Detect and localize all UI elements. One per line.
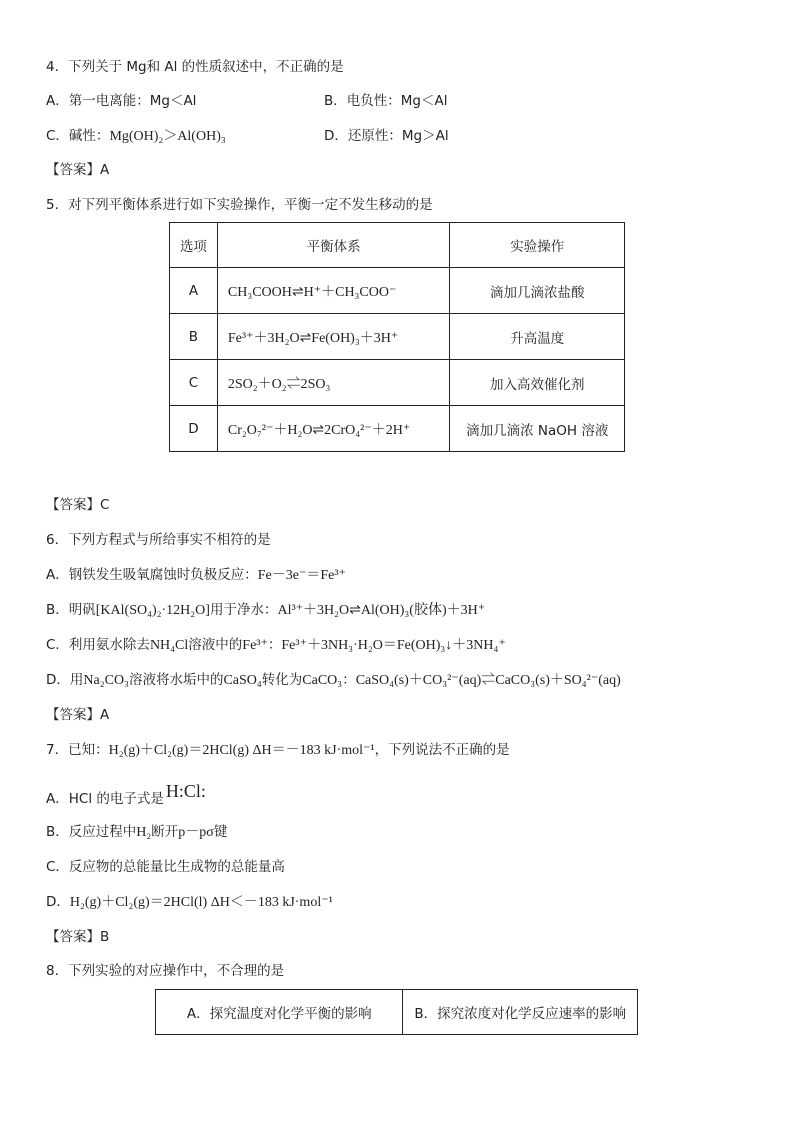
q6-option-d-mid2: 转化为: [261, 672, 303, 688]
q7-option-b-f2: p－pσ: [178, 825, 214, 840]
q4-option-a: A．第一电离能：Mg＜Al: [46, 93, 197, 109]
q6-option-c-mid: 溶液中的: [188, 637, 243, 653]
q7-option-a-text: A．HCl 的电子式是: [46, 791, 164, 807]
q7-option-c: C．反应物的总能量比生成物的总能量高: [46, 859, 285, 875]
q6-option-a: [46, 565, 346, 586]
q6-option-d-f2: CaSO₄: [223, 673, 262, 688]
table-row: [170, 314, 625, 360]
table-row: [170, 268, 625, 314]
q8-cell-a: A．探究温度对化学平衡的影响: [156, 990, 403, 1035]
q6-option-c-f2: Fe³⁺: [242, 638, 268, 653]
q8-table: [155, 989, 638, 1035]
q7-option-b-mid: 断开: [151, 824, 179, 840]
q4-option-c: [46, 126, 226, 147]
row-operation: 滴加几滴浓 NaOH 溶液: [450, 406, 625, 452]
q6-stem: 6．下列方程式与所给事实不相符的是: [46, 532, 271, 548]
q6-option-b-mid: 用于净水：: [209, 602, 278, 618]
q4-option-c-label: C．碱性：: [46, 128, 110, 144]
header-system: 平衡体系: [217, 223, 450, 268]
q5-table: [169, 222, 625, 452]
q6-option-c-f1: NH₄Cl: [149, 638, 189, 653]
q8-stem: 8．下列实验的对应操作中，不合理的是: [46, 963, 285, 979]
q7-option-d-formula: H₂(g)＋Cl₂(g)＝2HCl(l) ΔH＜－183 kJ·mol⁻¹: [69, 895, 333, 910]
q7-option-d: [46, 892, 333, 913]
row-system: CH₃COOH⇌H⁺＋CH₃COO⁻: [217, 268, 450, 314]
q7-stem-suffix: ，下列说法不正确的是: [374, 742, 510, 758]
q7-option-b-f1: H₂: [136, 825, 152, 840]
q5-answer: 【答案】C: [46, 497, 110, 513]
q6-option-d-colon: ：: [342, 672, 356, 688]
q4-option-c-formula: Mg(OH)₂＞Al(OH)₃: [109, 129, 226, 144]
q6-option-c: [46, 635, 506, 656]
q6-option-d-text: D．用: [46, 672, 84, 688]
q4-option-b: B．电负性：Mg＜Al: [324, 93, 448, 109]
q6-option-b: [46, 600, 485, 621]
q5-table-header: [170, 223, 625, 268]
q4-stem: 4．下列关于 Mg和 Al 的性质叙述中，不正确的是: [46, 59, 344, 75]
q6-option-d-f3: CaCO₃: [302, 673, 343, 688]
row-operation: 升高温度: [450, 314, 625, 360]
row-option: D: [170, 406, 218, 452]
q7-option-b: [46, 822, 227, 843]
q6-answer: 【答案】A: [46, 707, 110, 723]
header-operation: 实验操作: [450, 223, 625, 268]
q5-stem: 5．对下列平衡体系进行如下实验操作，平衡一定不发生移动的是: [46, 197, 433, 213]
q6-option-a-text: A．钢铁发生吸氧腐蚀时负极反应：: [46, 567, 258, 583]
q6-option-c-formula: Fe³⁺＋3NH₃·H₂O＝Fe(OH)₃↓＋3NH₄⁺: [281, 638, 506, 653]
q7-option-a: [46, 781, 206, 809]
q6-option-d: [46, 670, 621, 691]
q7-stem-formula: H₂(g)＋Cl₂(g)＝2HCl(g) ΔH＝－183 kJ·mol⁻¹: [108, 743, 375, 758]
q6-option-c-colon: ：: [267, 637, 282, 653]
table-row: [170, 360, 625, 406]
q7-option-d-text: D．: [46, 894, 70, 910]
table-row: [170, 406, 625, 452]
header-option: 选项: [170, 223, 218, 268]
row-option: A: [170, 268, 218, 314]
q7-option-b-text: B．反应过程中: [46, 824, 137, 840]
q6-option-d-f1: Na₂CO₃: [83, 673, 129, 688]
q6-option-b-text: B．明矾: [46, 602, 96, 618]
hcl-electron-formula: H:Cl:: [165, 781, 206, 801]
q4-answer: 【答案】A: [46, 162, 110, 178]
row-system: 2SO₂＋O₂⇌2SO₃: [217, 360, 450, 406]
q6-option-d-mid1: 溶液将水垢中的: [128, 672, 224, 688]
q7-stem: [46, 740, 510, 761]
row-option: B: [170, 314, 218, 360]
q6-option-a-formula: Fe－3e⁻＝Fe³⁺: [257, 568, 346, 583]
row-system: Fe³⁺＋3H₂O⇌Fe(OH)₃＋3H⁺: [217, 314, 450, 360]
q6-option-b-formula1: [KAl(SO₄)₂·12H₂O]: [95, 603, 210, 618]
row-operation: 加入高效催化剂: [450, 360, 625, 406]
q7-answer: 【答案】B: [46, 929, 110, 945]
q7-stem-prefix: 7．已知：: [46, 742, 109, 758]
q6-option-b-formula2: Al³⁺＋3H₂O⇌Al(OH)₃(胶体)＋3H⁺: [277, 603, 486, 618]
row-operation: 滴加几滴浓盐酸: [450, 268, 625, 314]
q6-option-d-formula: CaSO₄(s)＋CO₃²⁻(aq)⇌CaCO₃(s)＋SO₄²⁻(aq): [355, 673, 621, 688]
row-option: C: [170, 360, 218, 406]
q4-option-d: D．还原性：Mg＞Al: [324, 128, 449, 144]
table-row: [156, 990, 638, 1035]
row-system: Cr₂O₇²⁻＋H₂O⇌2CrO₄²⁻＋2H⁺: [217, 406, 450, 452]
q7-option-b-suffix: 键: [213, 824, 228, 840]
q8-cell-b: B．探究浓度对化学反应速率的影响: [403, 990, 638, 1035]
q6-option-c-text: C．利用氨水除去: [46, 637, 150, 653]
